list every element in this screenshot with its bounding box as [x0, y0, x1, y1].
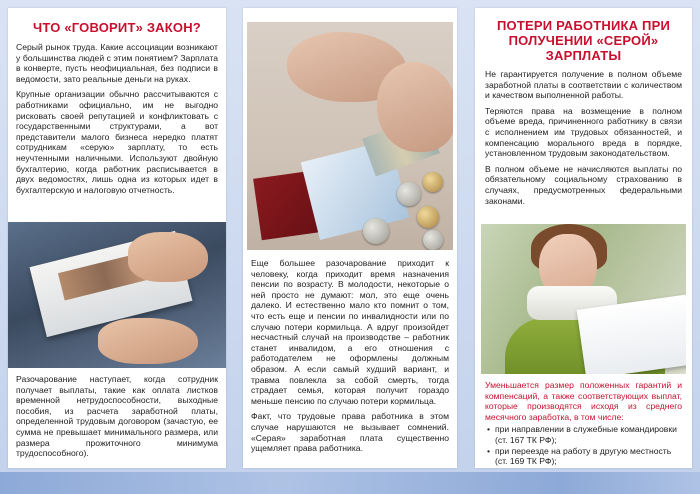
hand-shape [98, 318, 198, 364]
hand-shape [128, 232, 208, 282]
hand-shape [377, 62, 453, 152]
list-item: • при направлении в служебные командировки (ст. 167 ТК РФ); [495, 424, 682, 445]
coin-shape [397, 182, 421, 206]
paragraph-rights-violation: Факт, что трудовые права работника в этом случае нарушаются не вызывает сомнений. «Серая» заработная плата существенно ущемляет права работника. [251, 411, 449, 454]
paragraph-social-insurance: В полном объеме не начисляются выплаты по обязательному социальному страхованию в случаях, предусмотренных федеральными законами. [485, 163, 682, 206]
paragraph-large-organizations: Крупные организации обычно рассчитываются с работниками официально, им не выгодно рисковать своей репутацией и конфликтовать с государственными структурами, а вот представители малого бизнеса нередко платят сотрудникам «серую» зарплату, то есть неучтенными наличными. Используют двойную бухгалтерию, когда работник расписывается в двух ведомостях, лишь одна из которых идет в бухгалтерскую и налоговую отчетность. [16, 89, 218, 195]
column-middle [243, 8, 457, 468]
section-title-losses: ПОТЕРИ РАБОТНИКА ПРИ ПОЛУЧЕНИИ «СЕРОЙ» ЗАРПЛАТЫ [496, 18, 671, 63]
coin-shape [423, 230, 443, 250]
decorative-strip [0, 472, 700, 494]
injured-woman-photo [481, 224, 686, 374]
coin-shape [423, 172, 443, 192]
column-left [8, 8, 226, 468]
envelope-photo [8, 222, 226, 368]
list-item: • при переезде на работу в другую местность (ст. 169 ТК РФ); [495, 446, 682, 467]
paragraph-disappointment: Разочарование наступает, когда сотрудник получает выплаты, такие как оплата листков временной нетрудоспособности, выходные пособия, из расчета заработной платы, определенной трудовым договором (зачастую, ее сумма не превышает минимального размера, или размера прожиточного минимума трудоспособного). [16, 374, 218, 459]
paragraph-no-guarantee: Не гарантируется получение в полном объеме заработной платы в соответствии с количеством и качеством выполненной работы. [485, 69, 682, 101]
paragraph-pension: Еще большее разочарование приходит к человеку, когда приходит время назначения пенсии по возрасту. В молодости, некоторые о ней просто не думают: мол, это еще очень далеко. И естественно мало кто помнит о том, что есть еще и пенсии по инвалидности или по случаю потери кормильца. А вдруг произойдет несчастный случай на производстве – работник станет инвалидом, а его отношения с работодателем не оформлены должным образом. А если самый худший вариант, и травма повлекла за собой смерть, тогда страдает семья, которая получит гораздо меньше пенсию по случаю потери кормильца. [251, 258, 449, 406]
coins-photo [247, 22, 453, 250]
guarantees-list [485, 424, 682, 466]
paragraph-damage-compensation: Теряются права на возмещение в полном объеме вреда, причиненного работнику в связи с исполнением им трудовых обязанностей, и компенсацию морального вреда в порядке, установленном трудовым законодательством. [485, 105, 682, 159]
document-paper-shape [577, 295, 686, 374]
paragraph-reduced-guarantees: Уменьшается размер положенных гарантий и компенсаций, а также соответствующих выплат, которые производятся исходя из среднего месячного заработка, в том числе: [485, 380, 682, 422]
coin-shape [363, 218, 389, 244]
section-title-law: ЧТО «ГОВОРИТ» ЗАКОН? [33, 20, 201, 35]
coin-shape [417, 206, 439, 228]
paragraph-grey-market: Серый рынок труда. Какие ассоциации возникают у большинства людей с этим понятием? Зарплата в конверте, пусть неофициальная, без подписи в ведомости, зато реальные деньги на руках. [16, 42, 218, 84]
column-right [475, 8, 692, 468]
